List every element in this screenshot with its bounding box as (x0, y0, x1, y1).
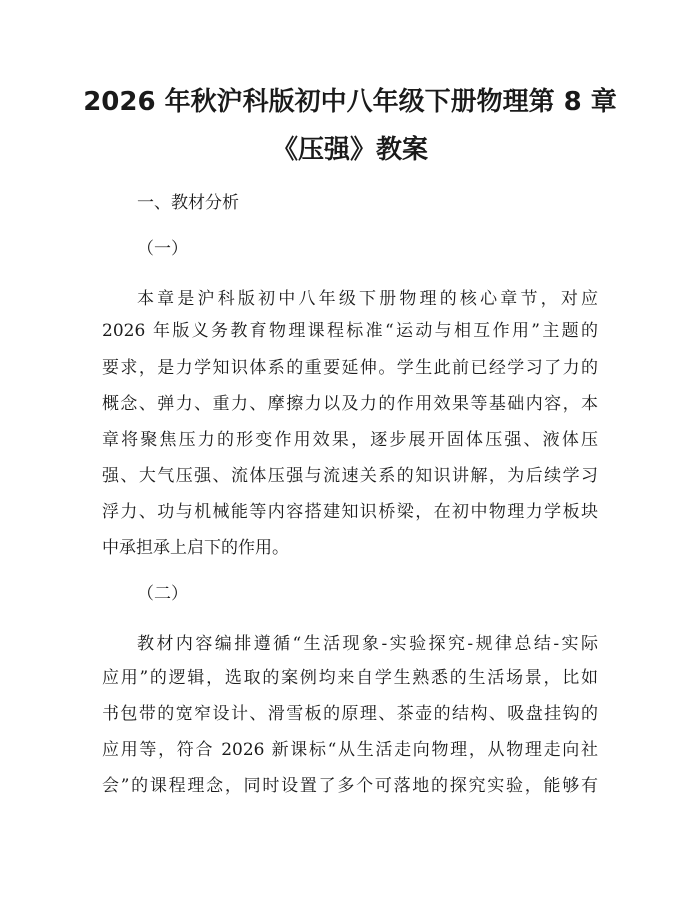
paragraph-line: 应用等，符合 2026 新课标“从生活走向物理，从物理走向社 (102, 740, 598, 760)
paragraph-line: 教材内容编排遵循“生活现象-实验探究-规律总结-实际 (137, 634, 598, 654)
paragraph-line: 2026 年版义务教育物理课程标准“运动与相互作用”主题的 (102, 321, 598, 341)
paragraph-line: 会”的课程理念，同时设置了多个可落地的探究实验，能够有 (102, 776, 598, 796)
paragraph-line: 中承担承上启下的作用。 (102, 538, 289, 558)
paragraph-line: 书包带的宽窄设计、滑雪板的原理、茶壶的结构、吸盘挂钩的 (102, 704, 598, 724)
paragraph-line: 强、大气压强、流体压强与流速关系的知识讲解，为后续学习 (102, 466, 598, 486)
paragraph-line: 本章是沪科版初中八年级下册物理的核心章节，对应 (137, 289, 598, 309)
paragraph-line: 章将聚焦压力的形变作用效果，逐步展开固体压强、液体压 (102, 430, 598, 450)
paragraph-line: 应用”的逻辑，选取的案例均来自学生熟悉的生活场景，比如 (102, 668, 598, 688)
document-title-line-1: 2026 年秋沪科版初中八年级下册物理第 8 章 (83, 87, 617, 117)
paragraph-line: 要求，是力学知识体系的重要延伸。学生此前已经学习了力的 (102, 358, 598, 378)
paragraph-line: 概念、弹力、重力、摩擦力以及力的作用效果等基础内容，本 (102, 394, 598, 414)
subsection-heading-1: （一） (137, 239, 188, 259)
section-heading-textbook-analysis: 一、教材分析 (137, 193, 239, 213)
document-title-line-2: 《压强》教案 (271, 135, 428, 165)
subsection-heading-2: （二） (137, 584, 188, 604)
paragraph-line: 浮力、功与机械能等内容搭建知识桥梁，在初中物理力学板块 (102, 502, 598, 522)
